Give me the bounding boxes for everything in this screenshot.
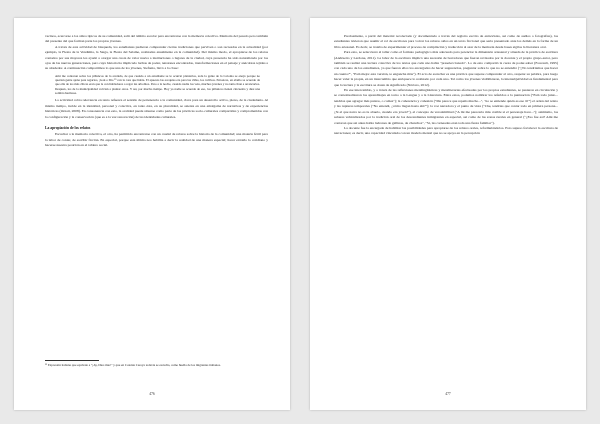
paragraph: La docente fue la encargada de habilitar las posibilidades para apropiarse de los relatos orales, reformulándolos. Esto supuso fortalecer la escritura de narraciones; es decir, una capacidad vinculada con un modelo mental que no se apoya en la percepción [334, 125, 558, 136]
footnote-divider [45, 360, 99, 361]
paragraph: A través de esta actividad de búsqueda, los estudiantes pudieron comprender ciertas tradiciones que perviven o son recreadas en la actualidad (por ejemplo, la Fiesta de la Vendimia, la Siega, la Fiesta del Salame, realizadas anualmente en la comunidad). Del mismo modo, el apropiarse de los relatos contados por sus mayores les ayudó a otorgar una cuota de valor nueva a instituciones o lugares de la ciudad, cuya presencia ha sido naturalizada por los ojos de las nuevas generaciones, pero cuya historia ha implicado luchas de poder, tensiones encontradas, transformaciones en el paisaje y anécdotas tejidas a su alrededor. A continuación compartimos lo que una de los jóvenes, Stefanía, llevó a la clase: [45, 44, 268, 71]
footnote: ³⁹ Expresión italiana que equivale a "¡Ay, Dios mío!" y que en Colonia Caroya todavía se escucha, como huella de los migrantes italianos. [45, 363, 221, 367]
paragraph: vecinos, acercarse a los sitios típicos de su comunidad, salir del ámbito escolar para encontrarse con la memoria colectiva. Memoria del pasado pero también del presente del que forman parte los propios jóvenes. [45, 34, 268, 44]
paragraph: Escuchar a la memoria colectiva, el otro, ha permitido encontrarse con un caudal de relatos sobre la historia de la comunidad; una materia fértil para la labor de contar, de escribir ficción. En especial, porque esta última nos habilita a decir la realidad de una manera especial; hacer extraño lo cotidiano y hacerse nuestra posición en el tablero social. [45, 132, 268, 148]
block-quote: Ami me contaron sobre los pilluncos de la avenida, de que cuando a un estudiante se le ocurrió plantarlos, toda la gente de la Colonia se enojó porque no querían gente ajena para regarlos, ¡Gaú o Dio ³⁹ con la cara que había. El apuesto las acequias era para las viñas, los cultivos. Entonces, en ebullo se acuerdo de que ella de los más chicas eran que le con habladores a regar las arbolitos. Pero a la noche, cuando nadie los veía, muchos jóvenes y no tanto iban a arrancarlos. Después, los de la municipalidad volvían a plantar otros. Y así, por mucho tiempo. Hoy ya nadie se acuerda de eso, los pilluncos tienen cincuenta y diez una sombra hermosa. [55, 73, 260, 96]
paragraph: En ese intercambio, y a través de las reflexiones metalingüísticas y metaliterarias efectuadas por los propios estudiantes, se pusieron en circulación y se contextualizaron los aprendizajes en torno a la Lengua y a la Literatura. Entre estos, podemos nombrar los referidos a la puntuación ("Está todo junto... tendrías que agregar más puntos, o comas"); la coherencia y cohesión ("Me parece que repetís mucho...", "no se entiende quién es ese 'él'") el orden del relato y las rupturas temporales ("No entendí, ¿cómo llegan hasta ahí?"); la voz narradora y el punto de vista ("Che, tendrías que contar todo en primera persona... ¿Si el que narra no es tu abuelo, cuando era joven?"), el concepto de verosimilitud ("A mí me parecería más creíble si el personaje hace..."); asimismo, los saberes vehiculizados por la tradición oral de los descendientes inmigrantes en especial, así como de las zonas rurales en general ("¿Eso fue así? Ami me contaron que así antes había ladrones de gallinas, de chanchos", "Sí, las carneadas eran toda una fiesta familiar"). [334, 88, 558, 125]
left-page [14, 18, 290, 410]
right-page-body [334, 34, 558, 137]
left-page-body [45, 34, 268, 149]
page-number: 477 [445, 392, 451, 396]
paragraph: La actividad cobra relevancia en tanto refuerza el sentido de pertenencia a la comunidad, clave para un desarrollo activo, pleno, de la ciudadanía. Al mismo tiempo, incide en la identidad, personal y colectiva, en tanto ésta, en su pluralidad, se asienta en una amalgama de narrativas y de experiencias históricas (Ornati, 2008). En consonancia con esto, la oralidad puede situarse como parte de las prácticas socio-culturales compartidas y comprometidas con la configuración y la conservación (que es a la vez renovación) de las identidades culturales. [45, 98, 268, 119]
section-heading: La apropiación de los relatos [45, 125, 91, 130]
right-page [310, 18, 586, 410]
paragraph: Para esto, se seleccionó al taller como el formato pedagógico más adecuado para potenciar la dimensión artesanal y situada de la práctica de escritura (Andruetto y Lardone, 2011). La labor de la escritura implicó una sucesión de borradores que fueron revisados por la docente y el propio grupo-autor, pero también se realizó una lectura colectiva de los textos que cada uno había "preseleccionado". Lo de esto compartió la cuota de poder-saber (Foucault, 1995) con cada uno de los estudiantes, ya que fueron ellos los encargados de hacer sugerencias, preguntar sobre lo que no se entendió ("¿No tendríamos que hacer un cuento?", "Está mejor esta versión, te engancha más"). El acto de escuchar es una práctica que supone comprender al otro, respetar su palabra, para luego hacer valer la propia, en un intercambio que enriquece lo realizado por cada uno. Tal como los jóvenes visibilizaron, la intersubjetividad es fundamental para que la lectura y la escritura se doten de significado (Nórtaro, 2012). [334, 50, 558, 87]
page-number: 476 [149, 392, 155, 396]
paragraph: Precisamente, a partir del material recolectado (y documentado a través del registro escrito de entrevistas, así como de audios o fotografías), los estudiantes tuvieron que asumir el rol de escritores para volcar los relatos oídos en un texto ficcional que sería presentado ante los demás en la forma de un libro artesanal. Es decir, se trataba de experimentar el proceso de compilación y traducción al azar de la memoria desde bases sigilos la literatura oral. [334, 34, 558, 49]
